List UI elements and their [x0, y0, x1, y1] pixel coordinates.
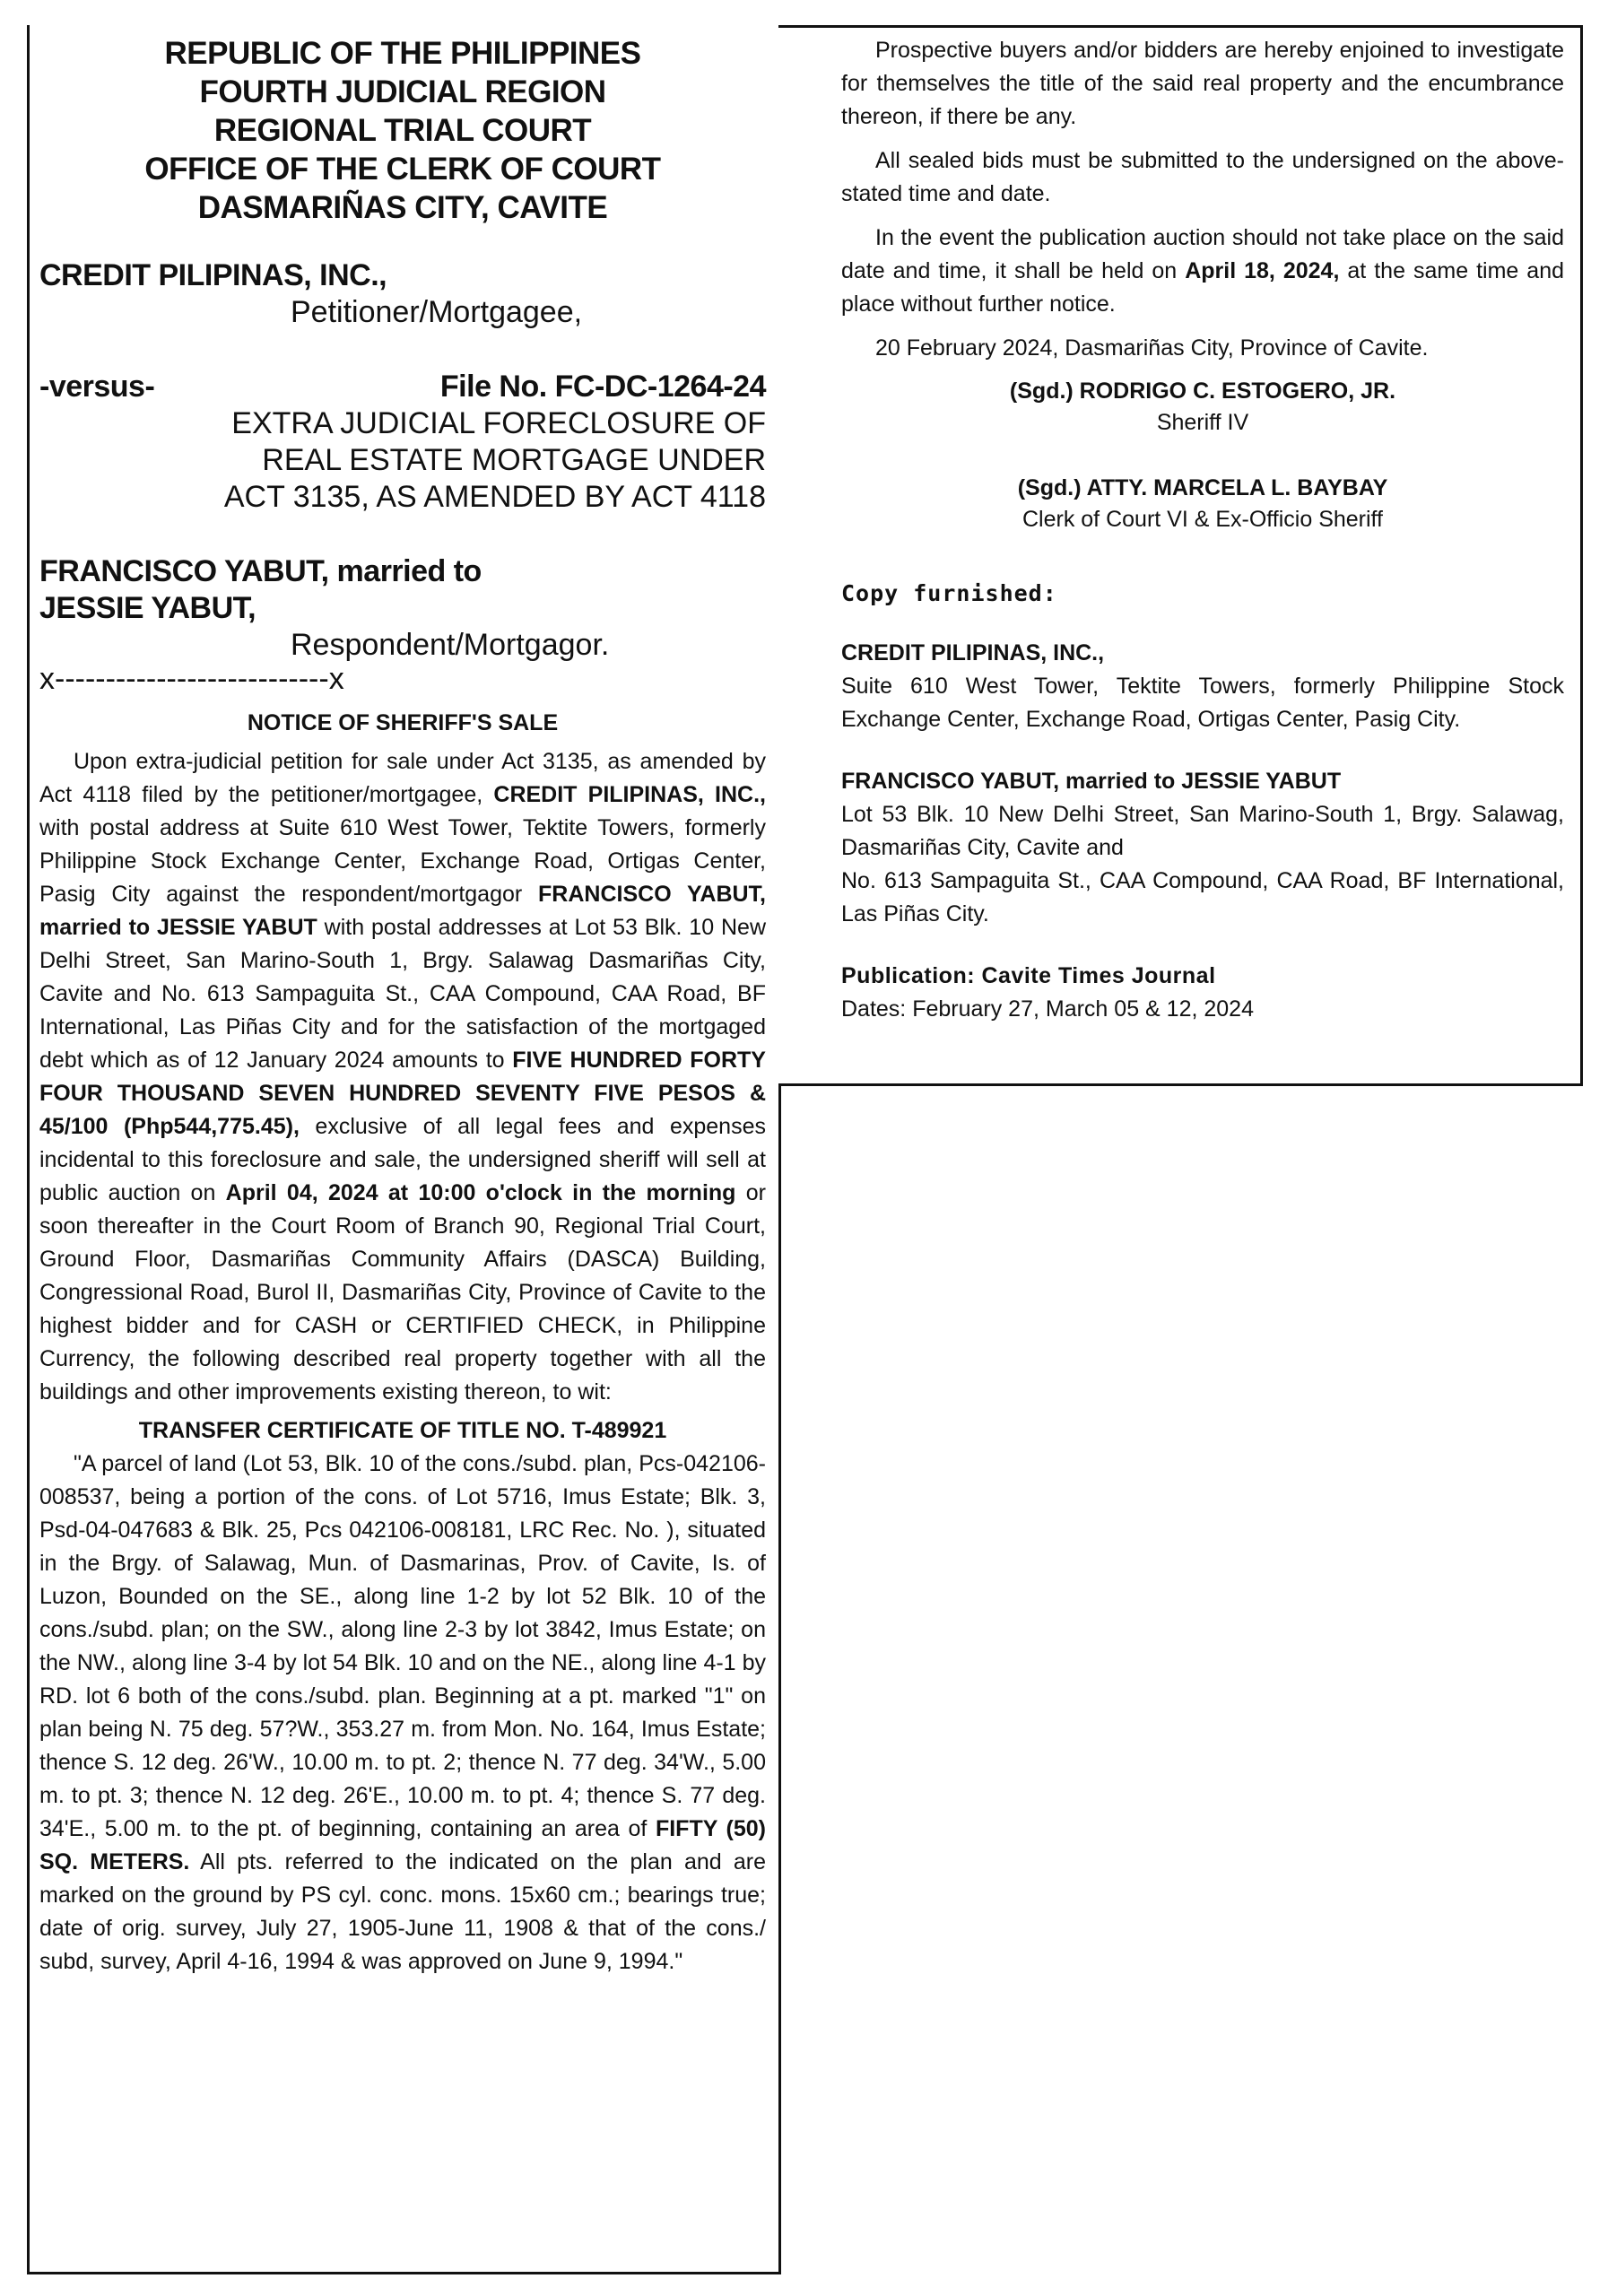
tct-text: "A parcel of land (Lot 53, Blk. 10 of the cons./subd. plan, Pcs-042106-008537, being a portion of the cons. of Lot 5716, Imus Estate; Blk. 3, Psd-04-047683 & Blk. 25, Pcs 042106-008181, LRC Rec. No. ), situated in the Brgy. of Salawag, Mun. of Dasmarinas, Prov. of Cavite, Is. of Luzon, Bounded on the SE., along line 1-2 by lot 52 Blk. 10 of the cons./subd. plan; on the SW., along line 2-3 by lot 3842, Imus Estate; on the NW., along line 3-4 by lot 54 Blk. 10 and on the NE., along line 4-1 by RD. lot 6 both of the cons./subd. plan. Beginning at a pt. marked "1" on plan being N. 75 deg. 57?W., 353.27 m. from Mon. No. 164, Imus Estate; thence S. 12 deg. 26'W., 10.00 m. to pt. 2; thence N. 77 deg. 34'W., 5.00 m. to pt. 3; thence N. 12 deg. 26'E., 10.00 m. to pt. 4; thence S. 77 deg. 34'E., 5.00 m. to the pt. of beginning, containing an area of	[39, 1451, 766, 1841]
reschedule-date-bold: April 18, 2024,	[1185, 258, 1340, 283]
recipient-address: No. 613 Sampaguita St., CAA Compound, CAA Road, BF International, Las Piñas City.	[841, 868, 1564, 926]
copy-furnished-label: Copy furnished:	[841, 580, 1057, 606]
auction-date-bold: April 04, 2024 at 10:00 o'clock in the morning	[225, 1180, 736, 1205]
left-column	[39, 34, 766, 1979]
recipient-block	[841, 765, 1564, 931]
respondent-bold: FRANCISCO YABUT, married to JESSIE YABUT	[39, 882, 766, 940]
signatory-clerk	[841, 473, 1564, 535]
caption-line: OFFICE OF THE CLERK OF COURT	[144, 152, 661, 187]
signatory-name: (Sgd.) RODRIGO C. ESTOGERO, JR.	[1009, 378, 1396, 404]
notice-text: Upon extra-judicial petition for sale under Act 3135, as amended by Act 4118 filed by the petitioner/mortgagee,	[39, 749, 766, 807]
tct-title: TRANSFER CERTIFICATE OF TITLE NO. T-489921	[138, 1418, 667, 1443]
file-number: File No. FC-DC-1264-24	[439, 370, 766, 404]
notice-paragraph	[39, 745, 766, 1409]
publication-name: Publication: Cavite Times Journal	[841, 963, 1216, 988]
court-caption	[39, 34, 766, 227]
tct-description	[39, 1448, 766, 1979]
notice-text: or soon thereafter in the Court Room of Branch 90, Regional Trial Court, Ground Floor, Dasmariñas Community Affairs (DASCA) Building, Congressional Road, Burol II, Dasmariñas City, Province of Cavite to the highest bidder and for CASH or CERTIFIED CHECK, in Philippine Currency, the following described real property together with all the buildings and other improvements existing thereon, to wit:	[39, 1180, 766, 1405]
recipient-address: Suite 610 West Tower, Tektite Towers, formerly Philippine Stock Exchange Center, Exchange Road, Ortigas Center, Pasig City.	[841, 674, 1564, 732]
reschedule-paragraph	[841, 222, 1564, 321]
respondent-block	[39, 553, 766, 694]
caption-line: DASMARIÑAS CITY, CAVITE	[197, 190, 608, 225]
reschedule-text: at the same time and place without further notice.	[841, 258, 1564, 317]
respondent-spouse: JESSIE YABUT,	[39, 591, 256, 625]
petitioner-bold: CREDIT PILIPINAS, INC.,	[493, 782, 766, 807]
signatory-sheriff	[841, 376, 1564, 439]
signatory-title: Clerk of Court VI & Ex-Officio Sheriff	[1022, 507, 1383, 532]
case-title-line: EXTRA JUDICIAL FORECLOSURE OF	[231, 406, 766, 440]
recipient-name: CREDIT PILIPINAS, INC.,	[841, 640, 1105, 665]
reschedule-text: In the event the publication auction should not take place on the said date and time, it shall be held on	[841, 225, 1564, 283]
petitioner-role: Petitioner/Mortgagee,	[291, 295, 583, 329]
recipient-address: Lot 53 Blk. 10 New Delhi Street, San Marino-South 1, Brgy. Salawag, Dasmariñas City, Cavite and	[841, 802, 1564, 860]
respondent-name: FRANCISCO YABUT, married to	[39, 554, 482, 588]
signatory-title: Sheriff IV	[1156, 410, 1249, 435]
notice-text: exclusive of all legal fees and expenses incidental to this foreclosure and sale, the undersigned sheriff will sell at public auction on	[39, 1114, 766, 1205]
date-place-paragraph: 20 February 2024, Dasmariñas City, Province of Cavite.	[875, 335, 1429, 361]
column-divider	[778, 1083, 781, 2274]
area-bold: FIFTY (50) SQ. METERS.	[39, 1816, 766, 1874]
sealed-bids-paragraph: All sealed bids must be submitted to the undersigned on the above-stated time and date.	[841, 148, 1564, 206]
case-title-line: REAL ESTATE MORTGAGE UNDER	[262, 443, 766, 477]
versus-label: -versus-	[39, 370, 155, 404]
case-block	[39, 369, 766, 516]
publication-dates: Dates: February 27, March 05 & 12, 2024	[841, 996, 1254, 1022]
petitioner-name: CREDIT PILIPINAS, INC.,	[39, 258, 387, 292]
case-title-line: ACT 3135, AS AMENDED BY ACT 4118	[223, 480, 766, 514]
caption-line: REPUBLIC OF THE PHILIPPINES	[164, 36, 641, 71]
tct-text: All pts. referred to the indicated on the plan and are marked on the ground by PS cyl. conc. mons. 15x60 cm.; bearings true; date of orig. survey, July 27, 1905-June 11, 1908 & that of the cons./ subd, survey, April 4-16, 1994 & was approved on June 9, 1994."	[39, 1849, 766, 1974]
amount-bold: FIVE HUNDRED FORTY FOUR THOUSAND SEVEN HUNDRED SEVENTY FIVE PESOS & 45/100 (Php544,775.45),	[39, 1048, 766, 1139]
bidders-paragraph: Prospective buyers and/or bidders are hereby enjoined to investigate for themselves the title of the said real property and the encumbrance thereon, if there be any.	[841, 38, 1564, 129]
caption-line: REGIONAL TRIAL COURT	[213, 113, 592, 148]
respondent-role: Respondent/Mortgagor.	[291, 628, 610, 662]
signatory-name: (Sgd.) ATTY. MARCELA L. BAYBAY	[1017, 475, 1388, 500]
caption-line: FOURTH JUDICIAL REGION	[199, 74, 606, 109]
notice-text: with postal addresses at Lot 53 Blk. 10 New Delhi Street, San Marino-South 1, Brgy. Salawag Dasmariñas City, Cavite and No. 613 Sampaguita St., CAA Compound, CAA Road, BF International, Las Piñas City and for the satisfaction of the mortgaged debt which as of 12 January 2024 amounts to	[39, 915, 766, 1073]
separator-line: x---------------------------x	[39, 662, 344, 696]
petitioner-block	[39, 257, 766, 331]
recipient-name: FRANCISCO YABUT, married to JESSIE YABUT	[841, 769, 1342, 794]
publication-block	[841, 960, 1564, 1026]
right-column	[841, 34, 1564, 1026]
notice-title: NOTICE OF SHERIFF'S SALE	[247, 710, 559, 735]
recipient-block	[841, 637, 1564, 736]
notice-text: with postal address at Suite 610 West Tower, Tektite Towers, formerly Philippine Stock Exchange Center, Exchange Road, Ortigas Center, Pasig City against the respondent/mortgagor	[39, 815, 766, 907]
